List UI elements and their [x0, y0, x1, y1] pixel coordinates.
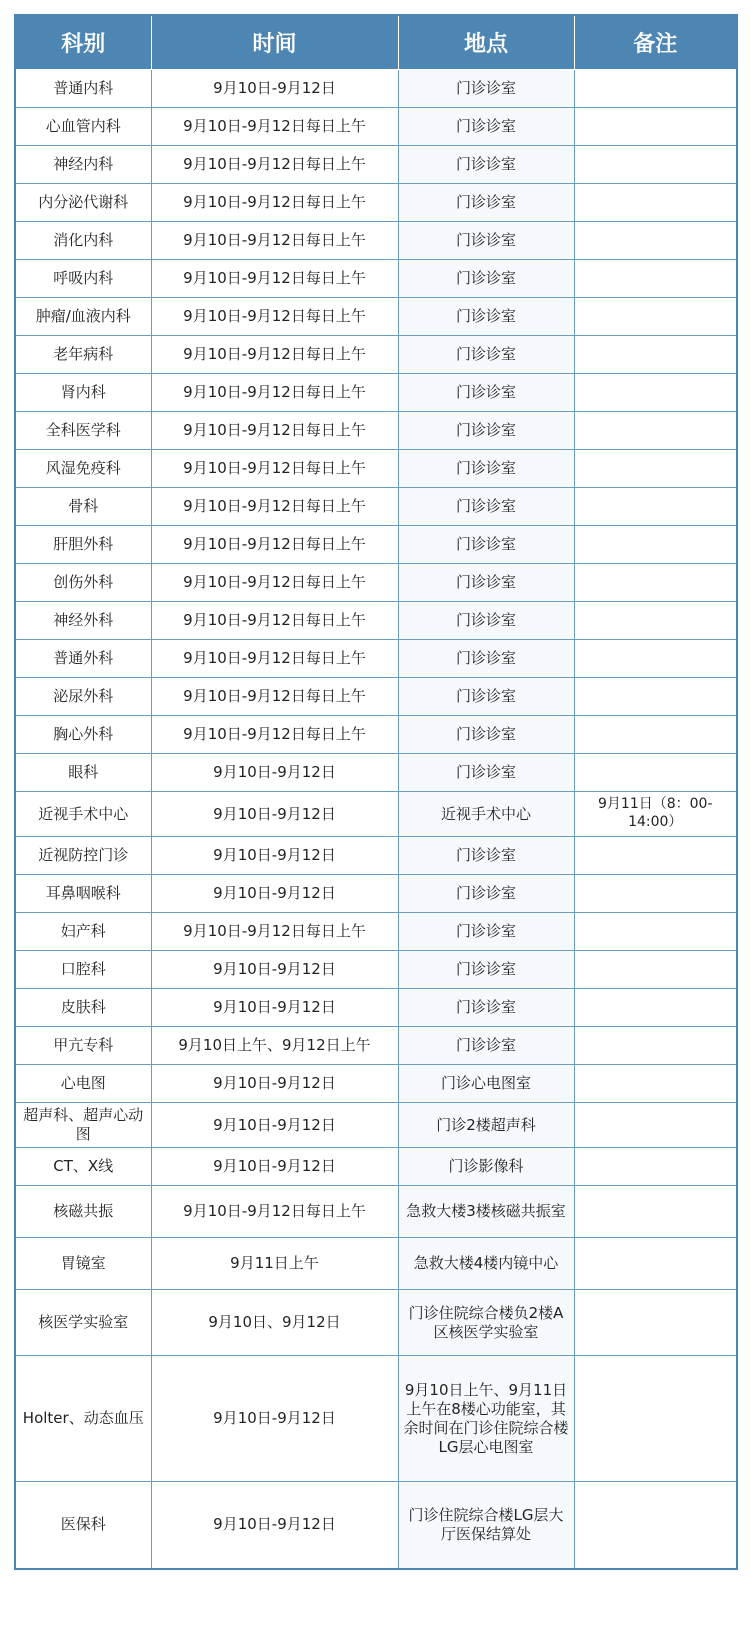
location-cell: 门诊诊室 [398, 1027, 574, 1065]
dept-cell: 甲亢专科 [15, 1027, 151, 1065]
table-row [15, 837, 737, 875]
table-row [15, 146, 737, 184]
location-cell: 门诊诊室 [398, 716, 574, 754]
note-cell [574, 184, 737, 222]
time-cell: 9月10日-9月12日每日上午 [151, 526, 398, 564]
location-cell: 门诊诊室 [398, 640, 574, 678]
time-cell: 9月10日-9月12日 [151, 875, 398, 913]
schedule-body [15, 70, 737, 1569]
note-cell [574, 146, 737, 184]
table-row [15, 602, 737, 640]
time-cell: 9月10日-9月12日每日上午 [151, 336, 398, 374]
dept-cell: 创伤外科 [15, 564, 151, 602]
dept-cell: 眼科 [15, 754, 151, 792]
note-cell [574, 298, 737, 336]
table-row [15, 298, 737, 336]
time-cell: 9月10日-9月12日 [151, 1356, 398, 1482]
dept-cell: 口腔科 [15, 951, 151, 989]
dept-cell: 核医学实验室 [15, 1290, 151, 1356]
note-cell [574, 602, 737, 640]
table-row [15, 989, 737, 1027]
note-cell [574, 1290, 737, 1356]
note-cell [574, 70, 737, 108]
note-cell [574, 1238, 737, 1290]
location-cell: 门诊诊室 [398, 336, 574, 374]
dept-cell: 耳鼻咽喉科 [15, 875, 151, 913]
table-row [15, 564, 737, 602]
note-cell [574, 1027, 737, 1065]
table-row [15, 450, 737, 488]
location-cell: 门诊诊室 [398, 260, 574, 298]
dept-cell: 普通外科 [15, 640, 151, 678]
note-cell [574, 989, 737, 1027]
time-cell: 9月10日-9月12日每日上午 [151, 184, 398, 222]
header-time: 时间 [151, 15, 398, 70]
time-cell: 9月10日-9月12日每日上午 [151, 260, 398, 298]
location-cell: 门诊诊室 [398, 526, 574, 564]
table-row [15, 336, 737, 374]
location-cell: 门诊诊室 [398, 450, 574, 488]
dept-cell: 心电图 [15, 1065, 151, 1103]
note-cell [574, 1065, 737, 1103]
time-cell: 9月10日-9月12日每日上午 [151, 450, 398, 488]
location-cell: 门诊诊室 [398, 70, 574, 108]
header-location: 地点 [398, 15, 574, 70]
table-row [15, 1186, 737, 1238]
location-cell: 门诊诊室 [398, 298, 574, 336]
location-cell: 门诊诊室 [398, 754, 574, 792]
table-row [15, 1148, 737, 1186]
location-cell: 门诊诊室 [398, 488, 574, 526]
note-cell [574, 412, 737, 450]
note-cell [574, 678, 737, 716]
dept-cell: 普通内科 [15, 70, 151, 108]
time-cell: 9月10日-9月12日每日上午 [151, 108, 398, 146]
header-note: 备注 [574, 15, 737, 70]
time-cell: 9月10日-9月12日每日上午 [151, 913, 398, 951]
location-cell: 门诊诊室 [398, 146, 574, 184]
table-row [15, 260, 737, 298]
note-cell [574, 1103, 737, 1148]
table-row [15, 488, 737, 526]
location-cell: 门诊诊室 [398, 875, 574, 913]
note-cell [574, 374, 737, 412]
location-cell: 门诊诊室 [398, 374, 574, 412]
table-row [15, 108, 737, 146]
table-row [15, 1482, 737, 1569]
note-cell [574, 913, 737, 951]
location-cell: 近视手术中心 [398, 792, 574, 837]
location-cell: 门诊心电图室 [398, 1065, 574, 1103]
time-cell: 9月10日-9月12日每日上午 [151, 146, 398, 184]
table-row [15, 1238, 737, 1290]
table-row [15, 526, 737, 564]
location-cell: 门诊诊室 [398, 564, 574, 602]
time-cell: 9月10日-9月12日每日上午 [151, 640, 398, 678]
table-row [15, 640, 737, 678]
note-cell [574, 450, 737, 488]
table-row [15, 754, 737, 792]
note-cell [574, 564, 737, 602]
time-cell: 9月10日-9月12日每日上午 [151, 716, 398, 754]
table-row [15, 1103, 737, 1148]
table-row [15, 412, 737, 450]
schedule-table [14, 14, 738, 1570]
note-cell [574, 526, 737, 564]
note-cell [574, 222, 737, 260]
location-cell: 门诊诊室 [398, 951, 574, 989]
note-cell [574, 640, 737, 678]
note-cell [574, 1148, 737, 1186]
note-cell [574, 336, 737, 374]
time-cell: 9月10日-9月12日每日上午 [151, 564, 398, 602]
note-cell [574, 1356, 737, 1482]
dept-cell: CT、X线 [15, 1148, 151, 1186]
table-row [15, 1356, 737, 1482]
note-cell [574, 716, 737, 754]
dept-cell: 近视手术中心 [15, 792, 151, 837]
dept-cell: 妇产科 [15, 913, 151, 951]
dept-cell: 胃镜室 [15, 1238, 151, 1290]
dept-cell: Holter、动态血压 [15, 1356, 151, 1482]
location-cell: 门诊诊室 [398, 989, 574, 1027]
dept-cell: 近视防控门诊 [15, 837, 151, 875]
time-cell: 9月10日-9月12日每日上午 [151, 298, 398, 336]
dept-cell: 风湿免疫科 [15, 450, 151, 488]
note-cell [574, 488, 737, 526]
location-cell: 急救大楼3楼核磁共振室 [398, 1186, 574, 1238]
location-cell: 门诊住院综合楼负2楼A区核医学实验室 [398, 1290, 574, 1356]
time-cell: 9月10日-9月12日 [151, 754, 398, 792]
location-cell: 门诊诊室 [398, 837, 574, 875]
location-cell: 门诊诊室 [398, 184, 574, 222]
time-cell: 9月10日-9月12日 [151, 837, 398, 875]
time-cell: 9月10日-9月12日每日上午 [151, 678, 398, 716]
table-row [15, 1065, 737, 1103]
location-cell: 门诊诊室 [398, 222, 574, 260]
location-cell: 门诊住院综合楼LG层大厅医保结算处 [398, 1482, 574, 1569]
time-cell: 9月10日-9月12日每日上午 [151, 374, 398, 412]
note-cell [574, 875, 737, 913]
schedule-sheet [14, 14, 736, 1570]
dept-cell: 医保科 [15, 1482, 151, 1569]
dept-cell: 呼吸内科 [15, 260, 151, 298]
table-row [15, 913, 737, 951]
table-row [15, 184, 737, 222]
table-row [15, 1290, 737, 1356]
table-row [15, 1027, 737, 1065]
time-cell: 9月10日上午、9月12日上午 [151, 1027, 398, 1065]
location-cell: 门诊影像科 [398, 1148, 574, 1186]
location-cell: 急救大楼4楼内镜中心 [398, 1238, 574, 1290]
time-cell: 9月10日-9月12日 [151, 1065, 398, 1103]
table-row [15, 70, 737, 108]
time-cell: 9月10日-9月12日 [151, 1148, 398, 1186]
location-cell: 门诊诊室 [398, 108, 574, 146]
table-row [15, 678, 737, 716]
time-cell: 9月10日-9月12日每日上午 [151, 602, 398, 640]
time-cell: 9月10日、9月12日 [151, 1290, 398, 1356]
time-cell: 9月10日-9月12日 [151, 989, 398, 1027]
note-cell: 9月11日（8：00-14:00） [574, 792, 737, 837]
time-cell: 9月10日-9月12日每日上午 [151, 488, 398, 526]
table-row [15, 875, 737, 913]
note-cell [574, 108, 737, 146]
note-cell [574, 1186, 737, 1238]
note-cell [574, 951, 737, 989]
dept-cell: 心血管内科 [15, 108, 151, 146]
dept-cell: 胸心外科 [15, 716, 151, 754]
dept-cell: 核磁共振 [15, 1186, 151, 1238]
dept-cell: 神经内科 [15, 146, 151, 184]
table-row [15, 222, 737, 260]
time-cell: 9月10日-9月12日 [151, 951, 398, 989]
table-row [15, 951, 737, 989]
dept-cell: 消化内科 [15, 222, 151, 260]
location-cell: 门诊诊室 [398, 602, 574, 640]
dept-cell: 肝胆外科 [15, 526, 151, 564]
header-dept: 科别 [15, 15, 151, 70]
dept-cell: 内分泌代谢科 [15, 184, 151, 222]
time-cell: 9月10日-9月12日 [151, 792, 398, 837]
dept-cell: 神经外科 [15, 602, 151, 640]
time-cell: 9月10日-9月12日每日上午 [151, 222, 398, 260]
time-cell: 9月10日-9月12日 [151, 1482, 398, 1569]
time-cell: 9月10日-9月12日 [151, 1103, 398, 1148]
table-row [15, 374, 737, 412]
location-cell: 门诊诊室 [398, 678, 574, 716]
header-row [15, 15, 737, 70]
time-cell: 9月10日-9月12日每日上午 [151, 1186, 398, 1238]
time-cell: 9月10日-9月12日每日上午 [151, 412, 398, 450]
dept-cell: 全科医学科 [15, 412, 151, 450]
dept-cell: 肿瘤/血液内科 [15, 298, 151, 336]
dept-cell: 老年病科 [15, 336, 151, 374]
note-cell [574, 1482, 737, 1569]
dept-cell: 泌尿外科 [15, 678, 151, 716]
time-cell: 9月11日上午 [151, 1238, 398, 1290]
dept-cell: 皮肤科 [15, 989, 151, 1027]
table-row [15, 792, 737, 837]
location-cell: 9月10日上午、9月11日上午在8楼心功能室，其余时间在门诊住院综合楼LG层心电图室 [398, 1356, 574, 1482]
location-cell: 门诊诊室 [398, 913, 574, 951]
location-cell: 门诊诊室 [398, 412, 574, 450]
dept-cell: 骨科 [15, 488, 151, 526]
note-cell [574, 837, 737, 875]
dept-cell: 超声科、超声心动图 [15, 1103, 151, 1148]
location-cell: 门诊2楼超声科 [398, 1103, 574, 1148]
table-row [15, 716, 737, 754]
time-cell: 9月10日-9月12日 [151, 70, 398, 108]
note-cell [574, 260, 737, 298]
note-cell [574, 754, 737, 792]
dept-cell: 肾内科 [15, 374, 151, 412]
